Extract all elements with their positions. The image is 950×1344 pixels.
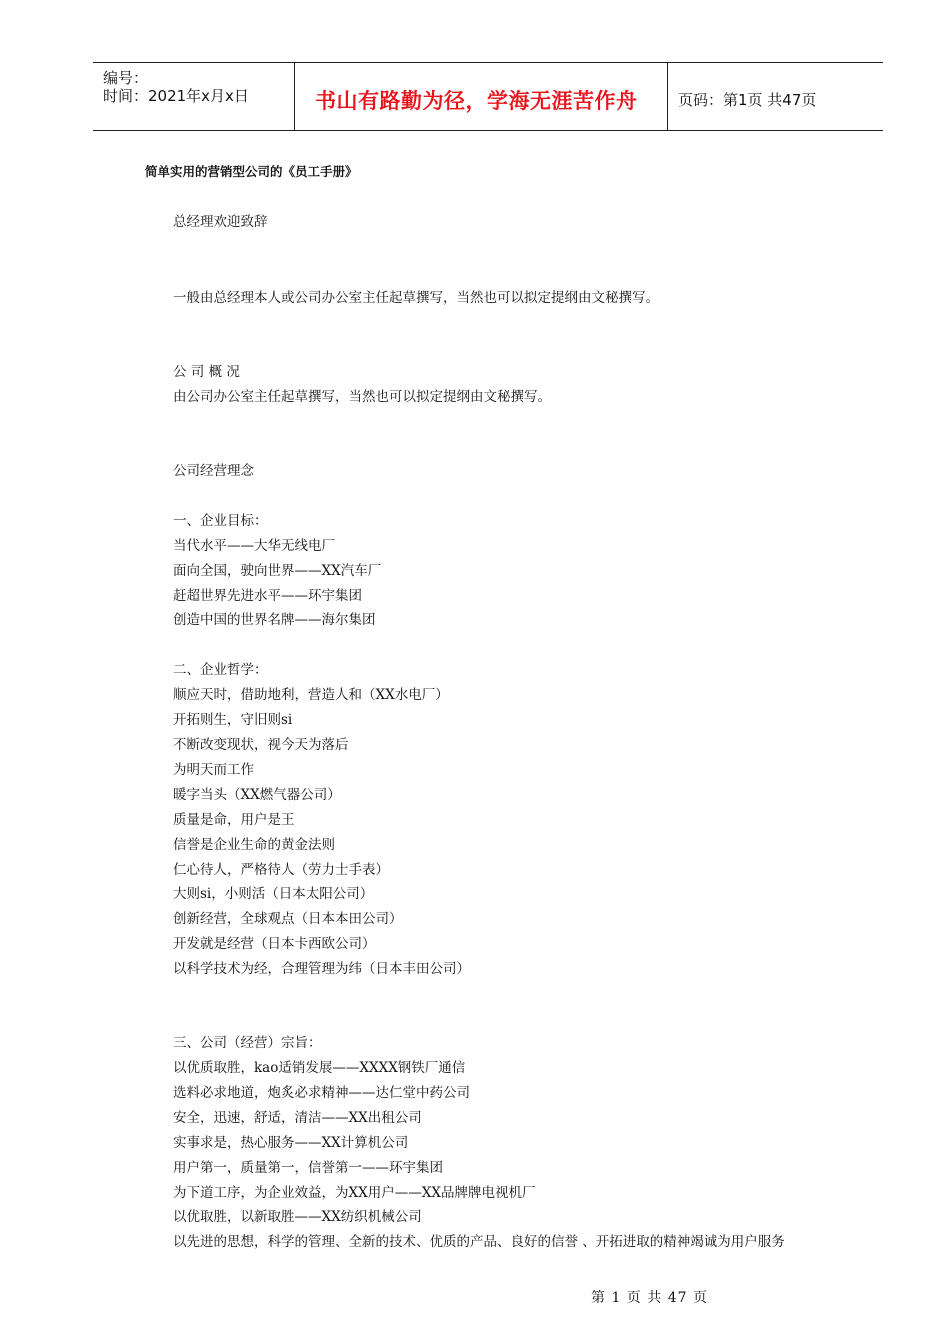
body-line: 为明天而工作 xyxy=(173,762,254,778)
header-info-cell xyxy=(93,63,295,130)
header-motto: 书山有路勤为径，学海无涯苦作舟 xyxy=(315,89,638,113)
body-line: 二、企业哲学： xyxy=(173,662,268,678)
body-line: 公 司 概 况 xyxy=(173,364,240,380)
body-line: 公司经营理念 xyxy=(173,463,254,479)
body-line: 三、公司（经营）宗旨： xyxy=(173,1035,322,1051)
body-line: 信誉是企业生命的黄金法则 xyxy=(173,837,335,853)
header-page-cell xyxy=(668,63,883,130)
body-line: 顺应天时，借助地利，营造人和（XX水电厂） xyxy=(173,687,449,703)
document-time-label: 时间：2021年x月x日 xyxy=(103,87,249,105)
body-line: 当代水平——大华无线电厂 xyxy=(173,538,335,554)
header-page-info: 页码：第1页 共47页 xyxy=(678,91,817,109)
body-line: 开拓则生，守旧则si xyxy=(173,712,293,728)
page-footer: 第 1 页 共 47 页 xyxy=(591,1290,708,1306)
body-line: 赶超世界先进水平——环宇集团 xyxy=(173,588,362,604)
document-number-label: 编号： xyxy=(103,69,149,87)
body-line: 以优取胜，以新取胜——XX纺织机械公司 xyxy=(173,1209,422,1225)
body-line: 一、企业目标： xyxy=(173,513,268,529)
body-line: 实事求是，热心服务——XX计算机公司 xyxy=(173,1135,409,1151)
body-line: 以科学技术为经，合理管理为纬（日本丰田公司） xyxy=(173,961,470,977)
body-line: 创造中国的世界名牌——海尔集团 xyxy=(173,612,376,628)
body-line: 一般由总经理本人或公司办公室主任起草撰写，当然也可以拟定提纲由文秘撰写。 xyxy=(173,290,659,306)
body-line: 以优质取胜，kao适销发展——XXXX钢铁厂通信 xyxy=(173,1060,466,1076)
body-line: 开发就是经营（日本卡西欧公司） xyxy=(173,936,376,952)
body-line: 总经理欢迎致辞 xyxy=(173,214,268,230)
body-line: 质量是命，用户是王 xyxy=(173,812,295,828)
body-line: 创新经营，全球观点（日本本田公司） xyxy=(173,911,403,927)
body-line: 以先进的思想，科学的管理、全新的技术、优质的产品、良好的信誉 、开拓进取的精神竭诚为用户服务 xyxy=(173,1234,785,1250)
body-line: 安全，迅速，舒适，清洁——XX出租公司 xyxy=(173,1110,422,1126)
body-line: 由公司办公室主任起草撰写，当然也可以拟定提纲由文秘撰写。 xyxy=(173,389,551,405)
body-line: 面向全国，驶向世界——XX汽车厂 xyxy=(173,563,382,579)
body-line: 选料必求地道，炮炙必求精神——达仁堂中药公司 xyxy=(173,1085,470,1101)
body-line: 仁心待人，严格待人（劳力士手表） xyxy=(173,862,389,878)
body-line: 暖字当头（XX燃气器公司） xyxy=(173,787,341,803)
body-line: 用户第一，质量第一，信誉第一——环宇集团 xyxy=(173,1160,443,1176)
page-header xyxy=(93,62,883,131)
header-motto-cell xyxy=(295,63,668,130)
body-line: 大则si，小则活（日本太阳公司） xyxy=(173,886,374,902)
document-title: 简单实用的营销型公司的《员工手册》 xyxy=(145,164,358,179)
body-line: 不断改变现状，视今天为落后 xyxy=(173,737,349,753)
body-line: 为下道工序，为企业效益，为XX用户——XX品牌牌电视机厂 xyxy=(173,1185,536,1201)
